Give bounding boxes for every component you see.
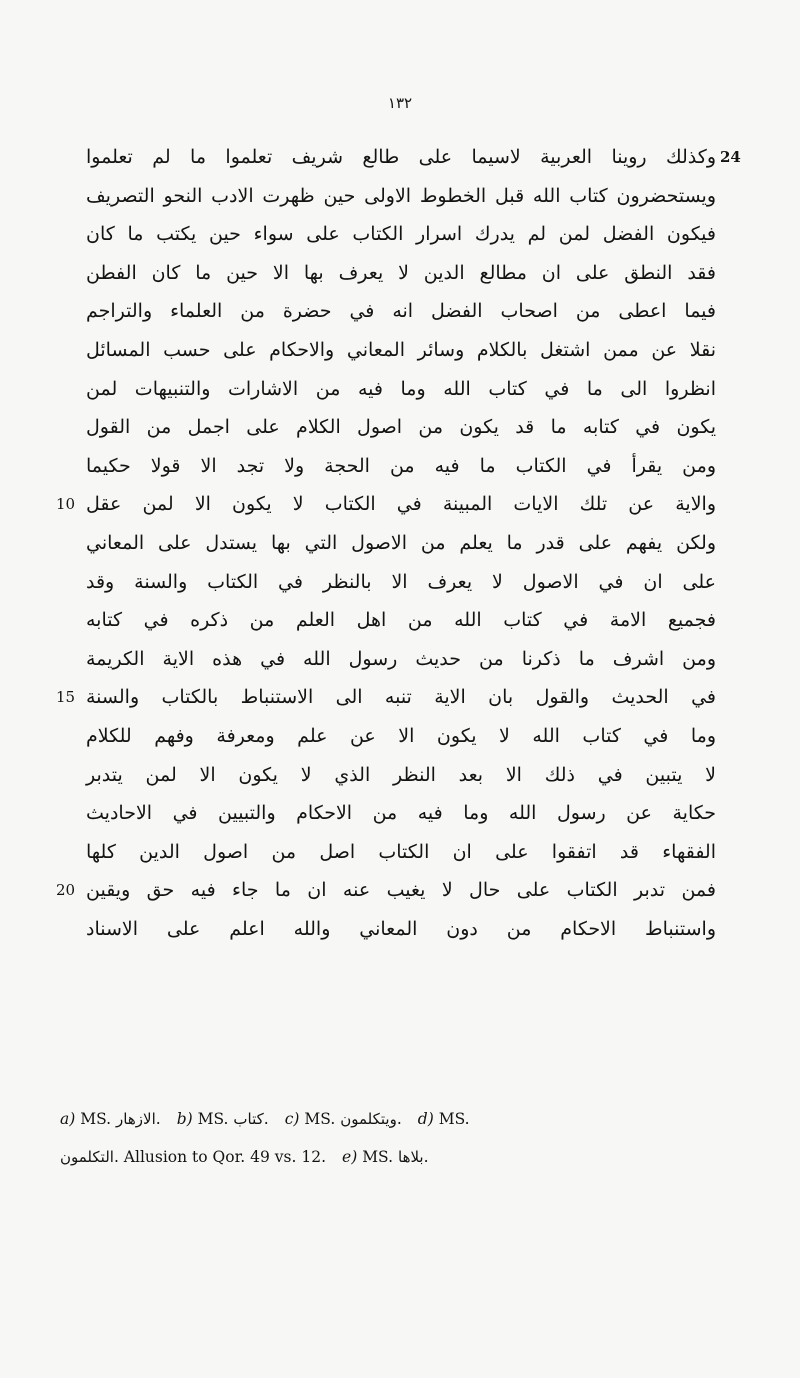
line-text: على ان في الاصول لا يعرف الا بالنظر في الكتاب والسنة وقد xyxy=(86,570,716,593)
body-text xyxy=(56,138,741,1068)
footnote xyxy=(418,1110,470,1128)
text-line xyxy=(86,408,716,447)
footnote-suffix: . Allusion to Qor. 49 vs. 12. xyxy=(113,1148,327,1166)
footnote-arabic-reading: الازهار xyxy=(116,1110,156,1128)
text-line xyxy=(86,794,716,833)
line-text: ومن اشرف ما ذكرنا من حديث رسول الله في هذه الاية الكريمة xyxy=(86,647,716,670)
line-text: حكاية عن رسول الله وما فيه من الاحكام والتبيين في الاحاديث xyxy=(86,802,716,825)
text-line xyxy=(86,215,716,254)
footnote-line xyxy=(60,1138,740,1176)
line-text: فيكون الفضل لمن لم يدرك اسرار الكتاب على سواء حين يكتب ما كان xyxy=(86,223,716,246)
text-line xyxy=(56,678,716,717)
footnote-label: a) xyxy=(60,1110,76,1128)
footnote-label: b) xyxy=(176,1110,193,1128)
line-text: فمن تدبر الكتاب على حال لا يغيب عنه ان ما جاء فيه حق ويقين xyxy=(86,879,716,902)
footnote-prefix: MS. xyxy=(304,1110,336,1128)
text-line xyxy=(86,756,716,795)
footnote-prefix: MS. xyxy=(438,1110,470,1128)
line-text: والاية عن تلك الايات المبينة في الكتاب لا يكون الا لمن عقل xyxy=(86,493,716,516)
footnote-arabic-reading: كتاب xyxy=(233,1110,264,1128)
line-text: ولكن يفهم على قدر ما يعلم من الاصول التي بها يستدل على المعاني xyxy=(86,531,716,554)
page-number: ١٣٢ xyxy=(387,94,413,112)
section-number: 24 xyxy=(720,148,741,166)
line-text: ويستحضرون كتاب الله قبل الخطوط الاولى حين ظهرت الادب النحو التصريف xyxy=(86,184,716,207)
text-line xyxy=(86,640,716,679)
footnote xyxy=(342,1148,429,1166)
text-line xyxy=(86,254,716,293)
footnote xyxy=(60,1148,326,1166)
text-line xyxy=(86,138,741,177)
line-text: نقلا عن ممن اشتغل بالكلام وسائر المعاني والاحكام على حسب المسائل xyxy=(86,338,716,361)
line-number: 15 xyxy=(56,688,76,707)
line-text: لا يتبين في ذلك الا بعد النظر الذي لا يكون الا لمن يتدبر xyxy=(86,763,716,786)
footnote xyxy=(60,1110,161,1128)
text-line xyxy=(56,871,716,910)
footnote-label: e) xyxy=(342,1148,358,1166)
text-line xyxy=(86,524,716,563)
footnote-suffix: . xyxy=(155,1110,161,1128)
footnote-label: d) xyxy=(417,1110,434,1128)
line-text: في الحديث والقول بان الاية تنبه الى الاستنباط بالكتاب والسنة xyxy=(86,686,716,709)
text-line xyxy=(86,292,716,331)
footnote xyxy=(177,1110,269,1128)
text-line xyxy=(56,485,716,524)
line-text: فجميع الامة في كتاب الله من اهل العلم من ذكره في كتابه xyxy=(86,609,716,632)
text-line xyxy=(86,370,716,409)
line-text: يكون في كتابه ما قد يكون من اصول الكلام على اجمل من القول xyxy=(86,416,716,439)
text-line xyxy=(86,447,716,486)
line-text: الفقهاء قد اتفقوا على ان الكتاب اصل من اصول الدين كلها xyxy=(86,840,716,863)
line-number: 10 xyxy=(56,495,76,514)
footnote-suffix: . xyxy=(396,1110,402,1128)
line-text: وكذلك روينا العربية لاسيما على طالع شريف تعلموا ما لم تعلموا xyxy=(86,146,716,168)
line-text: واستنباط الاحكام من دون المعاني والله اعلم على الاسناد xyxy=(86,917,716,940)
footnote-prefix: MS. xyxy=(197,1110,229,1128)
text-line xyxy=(86,331,716,370)
footnote-prefix: MS. xyxy=(362,1148,394,1166)
footnote-prefix: MS. xyxy=(80,1110,112,1128)
footnote-suffix: . xyxy=(423,1148,429,1166)
text-line xyxy=(86,563,716,602)
text-line xyxy=(86,910,716,949)
line-text: انظروا الى ما في كتاب الله وما فيه من الاشارات والتنبيهات لمن xyxy=(86,377,716,400)
footnotes xyxy=(60,1100,740,1176)
line-text: فقد النطق على ان مطالع الدين لا يعرف بها الا حين ما كان الفطن xyxy=(86,261,716,284)
footnote-arabic-reading: بلاها xyxy=(398,1148,424,1166)
text-line xyxy=(86,177,716,216)
footnote-label: c) xyxy=(284,1110,300,1128)
text-line xyxy=(86,833,716,872)
line-number: 20 xyxy=(56,881,76,900)
footnote xyxy=(285,1110,402,1128)
line-text: وما في كتاب الله لا يكون الا عن علم ومعرفة وفهم للكلام xyxy=(86,724,716,747)
footnote-arabic-reading: التكلمون xyxy=(60,1148,114,1166)
line-text: فيما اعطى من اصحاب الفضل انه في حضرة من العلماء والتراجم xyxy=(86,300,716,323)
line-text: ومن يقرأ في الكتاب ما فيه من الحجة ولا تجد الا قولا حكيما xyxy=(86,454,716,477)
footnote-line xyxy=(60,1100,740,1138)
text-line xyxy=(86,717,716,756)
footnote-suffix: . xyxy=(263,1110,269,1128)
footnote-arabic-reading: ويتكلمون xyxy=(340,1110,397,1128)
text-line xyxy=(86,601,716,640)
